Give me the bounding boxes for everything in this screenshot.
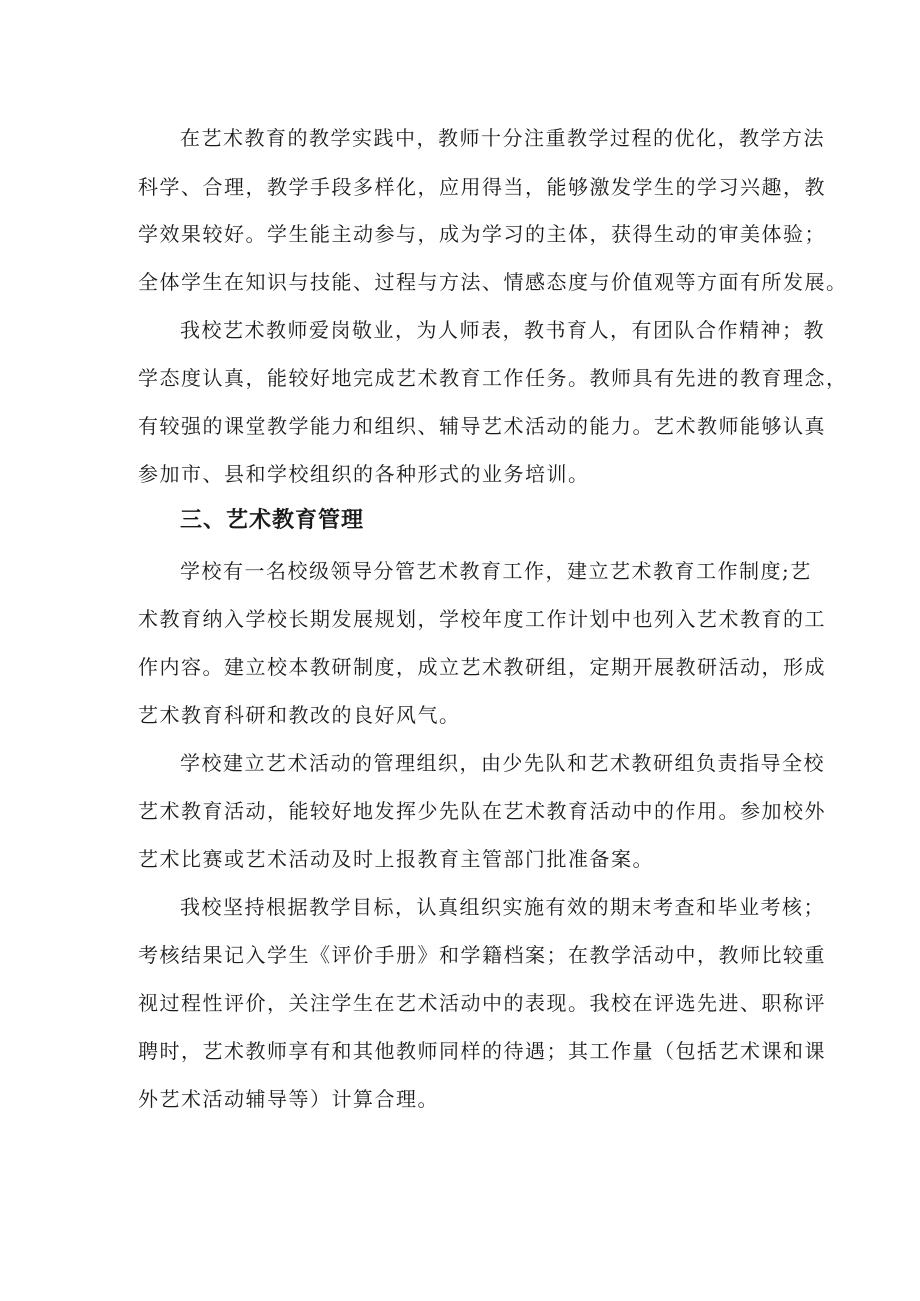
paragraph-2-line-2: 学态度认真，能较好地完成艺术教育工作任务。教师具有先进的教育理念，	[138, 366, 848, 390]
paragraph-5-line-1: 我校坚持根据教学目标，认真组织实施有效的期末考查和毕业考核；	[180, 895, 825, 919]
paragraph-5-line-2: 考核结果记入学生《评价手册》和学籍档案；在教学活动中，教师比较重	[138, 943, 826, 967]
paragraph-3-line-4: 艺术教育科研和教改的良好风气。	[138, 703, 461, 727]
paragraph-2-line-4: 参加市、县和学校组织的各种形式的业务培训。	[138, 462, 590, 486]
paragraph-4-line-1: 学校建立艺术活动的管理组织，由少先队和艺术教研组负责指导全校	[180, 751, 825, 775]
paragraph-1-line-3: 学效果较好。学生能主动参与，成为学习的主体，获得生动的审美体验；	[138, 222, 826, 246]
paragraph-5-line-5: 外艺术活动辅导等）计算合理。	[138, 1087, 439, 1111]
section-heading: 三、艺术教育管理	[180, 508, 365, 533]
paragraph-4-line-3: 艺术比赛或艺术活动及时上报教育主管部门批准备案。	[138, 847, 654, 871]
paragraph-2-line-3: 有较强的课堂教学能力和组织、辅导艺术活动的能力。艺术教师能够认真	[138, 414, 826, 438]
paragraph-5-line-4: 聘时，艺术教师享有和其他教师同样的待遇；其工作量（包括艺术课和课	[138, 1039, 826, 1063]
paragraph-1-line-2: 科学、合理，教学手段多样化，应用得当，能够激发学生的学习兴趣，教	[138, 175, 826, 199]
paragraph-1-line-1: 在艺术教育的教学实践中，教师十分注重教学过程的优化，教学方法	[180, 126, 825, 150]
paragraph-3-line-2: 术教育纳入学校长期发展规划，学校年度工作计划中也列入艺术教育的工	[138, 607, 826, 631]
paragraph-2-line-1: 我校艺术教师爱岗敬业，为人师表，教书育人，有团队合作精神；教	[180, 318, 825, 342]
paragraph-4-line-2: 艺术教育活动，能较好地发挥少先队在艺术教育活动中的作用。参加校外	[138, 799, 826, 823]
paragraph-1-line-4: 全体学生在知识与技能、过程与方法、情感态度与价值观等方面有所发展。	[138, 270, 848, 294]
paragraph-3-line-3: 作内容。建立校本教研制度，成立艺术教研组，定期开展教研活动，形成	[138, 655, 826, 679]
paragraph-5-line-3: 视过程性评价，关注学生在艺术活动中的表现。我校在评选先进、职称评	[138, 991, 826, 1015]
paragraph-3-line-1: 学校有一名校级领导分管艺术教育工作，建立艺术教育工作制度;艺	[180, 559, 812, 583]
